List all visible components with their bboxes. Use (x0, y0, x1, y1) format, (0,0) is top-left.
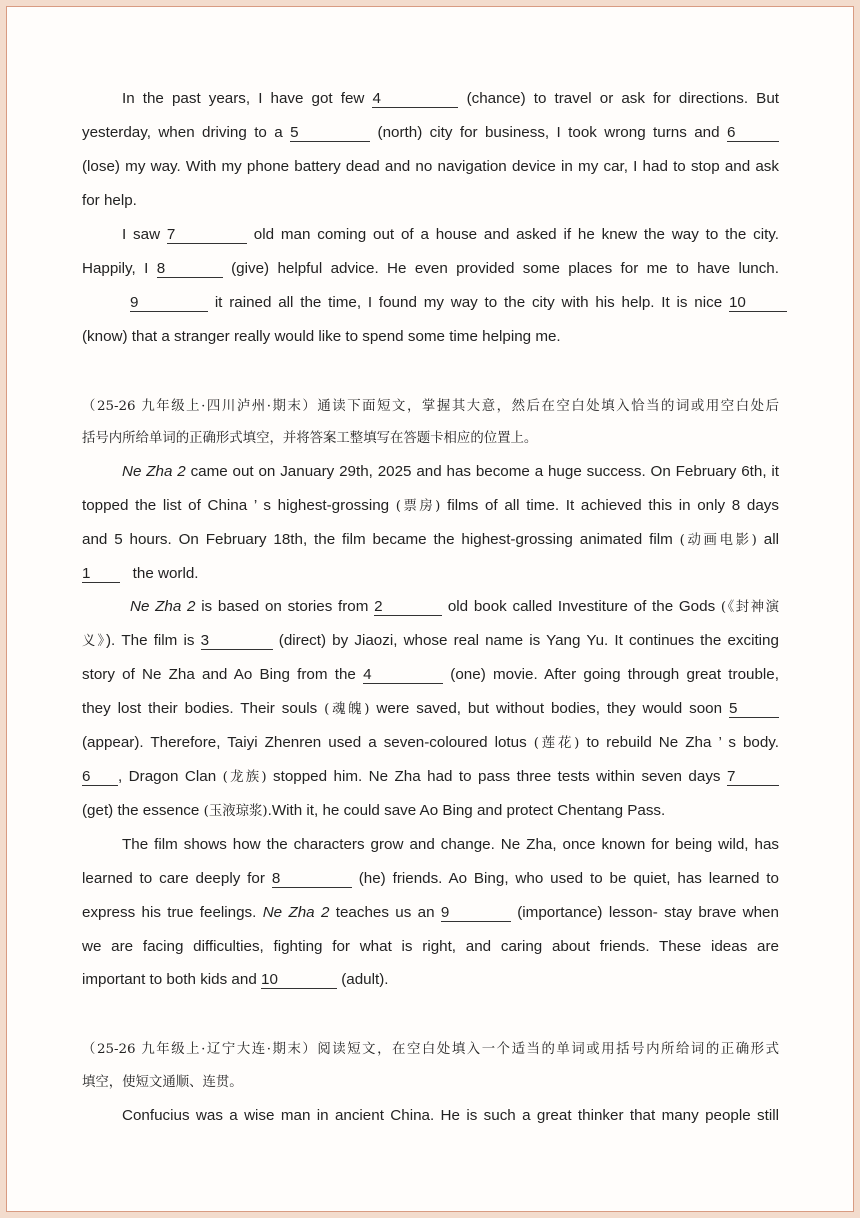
passage2-line: we are facing difficulties, fighting for what is right, and caring about friends. These ideas are (82, 938, 779, 955)
answer-blank[interactable]: 8 (272, 870, 352, 888)
passage3-instruction: （25-26 九年级上·辽宁大连·期末）阅读短文，在空白处填入一个适当的单词或用括号内所给词的正确形式 (82, 1042, 779, 1057)
passage1-line: 9 it rained all the time, I found my way to the city with his help. It is nice 10 (130, 293, 787, 313)
answer-blank[interactable]: 8 (157, 260, 223, 278)
passage3-line: Confucius was a wise man in ancient China. He is such a great thinker that many people still (122, 1107, 779, 1124)
passage1-line: Happily, I 8 (give) helpful advice. He even provided some places for me to have lunch. (82, 260, 779, 277)
answer-blank[interactable]: 10 (261, 971, 337, 989)
passage2-line: topped the list of China ’ s highest-grossing (票房) films of all time. It achieved this in only 8 days (82, 497, 779, 514)
passage2-line: (get) the essence (玉液琼浆).With it, he could save Ao Bing and protect Chentang Pass. (82, 802, 666, 819)
passage1-line: for help. (82, 192, 137, 209)
answer-blank[interactable]: 5 (290, 124, 370, 142)
answer-blank[interactable]: 6 (727, 124, 779, 142)
passage2-line: important to both kids and 10 (adult). (82, 971, 389, 988)
answer-blank[interactable]: 1 (82, 565, 120, 583)
passage3-instruction: 填空，使短文通顺、连贯。 (82, 1075, 243, 1090)
answer-blank[interactable]: 6 (82, 768, 118, 786)
passage2-line: 义》). The film is 3 (direct) by Jiaozi, whose real name is Yang Yu. It continues the exciting (82, 632, 779, 649)
passage2-line: Ne Zha 2 is based on stories from 2 old book called Investiture of the Gods (《封神演 (130, 598, 779, 615)
answer-blank[interactable]: 2 (374, 598, 442, 616)
answer-blank[interactable]: 9 (441, 904, 511, 922)
answer-blank[interactable]: 5 (729, 700, 779, 718)
passage2-line: they lost their bodies. Their souls (魂魄) were saved, but without bodies, they would soon 5 (82, 699, 779, 720)
answer-blank[interactable]: 9 (130, 294, 208, 312)
passage2-line: The film shows how the characters grow and change. Ne Zha, once known for being wild, has (122, 836, 779, 853)
answer-blank[interactable]: 7 (727, 768, 779, 786)
passage1-line: (know) that a stranger really would like to spend some time helping me. (82, 328, 561, 345)
passage1-line: (lose) my way. With my phone battery dead and no navigation device in my car, I had to stop and ask (82, 158, 779, 175)
answer-blank[interactable]: 4 (372, 90, 458, 108)
passage2-line: 1 the world. (82, 565, 199, 582)
answer-blank[interactable]: 4 (363, 666, 443, 684)
passage1-line: In the past years, I have got few 4 (chance) to travel or ask for directions. But (122, 90, 779, 107)
passage2-line: learned to care deeply for 8 (he) friends. Ao Bing, who used to be quiet, has learned to (82, 870, 779, 887)
passage2-line: express his true feelings. Ne Zha 2 teaches us an 9 (importance) lesson- stay brave when (82, 904, 779, 921)
passage1-line: yesterday, when driving to a 5 (north) city for business, I took wrong turns and 6 (82, 123, 779, 143)
passage2-line: story of Ne Zha and Ao Bing from the 4 (one) movie. After going through great trouble, (82, 666, 779, 683)
passage1-line: I saw 7 old man coming out of a house and asked if he knew the way to the city. (122, 226, 779, 243)
passage2-line: Ne Zha 2 came out on January 29th, 2025 and has become a huge success. On February 6th, it (122, 463, 779, 480)
passage2-line: (appear). Therefore, Taiyi Zhenren used a seven-coloured lotus (莲花) to rebuild Ne Zha ’ s body. (82, 734, 779, 751)
passage2-line: and 5 hours. On February 18th, the film became the highest-grossing animated film (动画电影) all (82, 531, 779, 548)
answer-blank[interactable]: 7 (167, 226, 247, 244)
answer-blank[interactable]: 3 (201, 632, 273, 650)
passage2-line: 6 , Dragon Clan (龙族) stopped him. Ne Zha had to pass three tests within seven days 7 (82, 767, 779, 788)
passage2-instruction: 括号内所给单词的正确形式填空，并将答案工整填写在答题卡相应的位置上。 (82, 431, 538, 446)
answer-blank[interactable]: 10 (729, 294, 787, 312)
passage2-instruction: （25-26 九年级上·四川泸州·期末）通读下面短文，掌握其大意，然后在空白处填入恰当的词或用空白处后 (82, 399, 779, 414)
